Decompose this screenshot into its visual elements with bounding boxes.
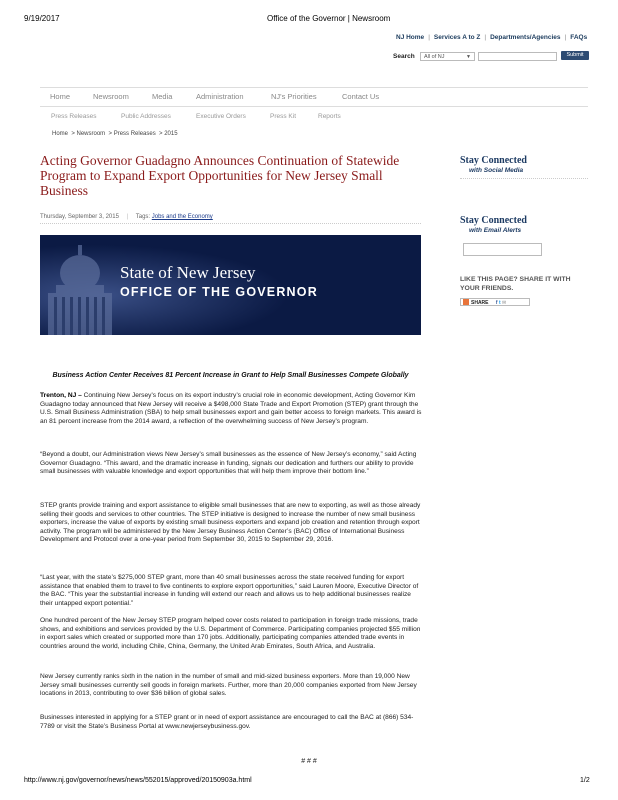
nav-media[interactable]: Media bbox=[152, 92, 173, 101]
subnav-press-releases[interactable]: Press Releases bbox=[51, 113, 97, 120]
share-prompt: LIKE THIS PAGE? SHARE IT WITH YOUR FRIENDS. bbox=[460, 276, 571, 292]
print-date: 9/19/2017 bbox=[24, 14, 60, 23]
top-links: NJ Home | Services A to Z | Departments/Agencies | FAQs bbox=[396, 34, 588, 41]
sidebar-email-sub[interactable]: with Email Alerts bbox=[469, 227, 522, 234]
paragraph-5: One hundred percent of the New Jersey STEP program helped cover costs related to participation in foreign trade missions, trade shows, and exhibitions and services provided by the U.S. Department of Commerce. Participating companies projected $55 million in export sales which created or supported more than 170 jobs. Additionally, participating companies attended trade events in countries around the world, including Chile, China, Germany, the United Arab Emirates, South Africa, and Australia. bbox=[40, 617, 421, 650]
chevron-down-icon: ▼ bbox=[466, 54, 471, 60]
sidebar-social-title: Stay Connected bbox=[460, 155, 527, 166]
email-icon: ✉ bbox=[502, 300, 507, 306]
search-input[interactable] bbox=[478, 52, 557, 61]
email-field[interactable] bbox=[463, 243, 542, 256]
page-title: Acting Governor Guadagno Announces Continuation of Statewide Program to Expand Export Opportunities for New Jersey Small Business bbox=[40, 153, 400, 198]
paragraph-3: STEP grants provide training and export assistance to eligible small businesses that are new to exporting, as well as those already selling their goods and services to other countries. The STEP initiative is designed to increase the number of new small business exporters, increase the value of exports by existing small business exporters and expand job creation and retention through export activity. The program will be administered by the New Jersey Business Action Center’s (BAC) Office of International Business Development and Protocol over a one-year period from September 30, 2015 to September 29, 2016. bbox=[40, 502, 421, 544]
sidebar-divider bbox=[460, 178, 588, 179]
top-link-departments[interactable]: Departments/Agencies bbox=[490, 34, 561, 41]
nav-priorities[interactable]: NJ's Priorities bbox=[271, 92, 317, 101]
article-subhead: Business Action Center Receives 81 Percent Increase in Grant to Help Small Businesses Compete Globally bbox=[52, 372, 409, 379]
search-scope-select[interactable] bbox=[420, 52, 475, 61]
twitter-icon: t bbox=[498, 300, 501, 306]
sidebar-email-title: Stay Connected bbox=[460, 215, 527, 226]
nav-contact[interactable]: Contact Us bbox=[342, 92, 380, 101]
breadcrumb: Home > Newsroom > Press Releases > 2015 bbox=[52, 131, 178, 137]
dateline: Trenton, NJ – bbox=[40, 392, 82, 399]
sidebar-social-sub[interactable]: with Social Media bbox=[469, 167, 524, 174]
facebook-icon: f bbox=[495, 300, 498, 306]
subnav-public-addresses[interactable]: Public Addresses bbox=[121, 113, 171, 120]
search-scope-value: All of NJ bbox=[424, 54, 445, 60]
subnav-reports[interactable]: Reports bbox=[318, 113, 341, 120]
divider bbox=[40, 223, 421, 224]
top-link-nj-home[interactable]: NJ Home bbox=[396, 34, 425, 41]
paragraph-7: Businesses interested in applying for a STEP grant or in need of export assistance are encouraged to call the BAC at (866) 534-7789 or visit the State’s Business Portal at www.newjerseybusiness.gov. bbox=[40, 714, 414, 730]
banner-line-1: State of New Jersey bbox=[120, 263, 256, 282]
nav-home[interactable]: Home bbox=[50, 92, 71, 101]
nav-administration[interactable]: Administration bbox=[196, 92, 244, 101]
tags-label: Tags: bbox=[135, 214, 151, 220]
tag-link[interactable]: Jobs and the Economy bbox=[151, 214, 213, 220]
main-nav bbox=[40, 87, 588, 107]
paragraph-6: New Jersey currently ranks sixth in the nation in the number of small and mid-sized business exporters. More than 19,000 New Jersey small businesses currently sell goods in foreign markets. Further, more than 20,000 companies exported from New Jersey locations in 2013, contributing to over $36 billion of global sales. bbox=[40, 673, 417, 698]
top-link-services[interactable]: Services A to Z bbox=[433, 34, 481, 41]
article-meta: Thursday, September 3, 2015 | Tags: Jobs and the Economy bbox=[40, 214, 213, 220]
search-label: Search bbox=[393, 53, 415, 60]
share-label: SHARE bbox=[471, 300, 489, 306]
share-icon bbox=[463, 299, 469, 305]
article-date: Thursday, September 3, 2015 bbox=[40, 214, 119, 220]
share-button[interactable] bbox=[460, 298, 530, 306]
paragraph-1 bbox=[40, 392, 425, 426]
subnav-executive-orders[interactable]: Executive Orders bbox=[196, 113, 246, 120]
banner-line-2: OFFICE OF THE GOVERNOR bbox=[120, 285, 318, 299]
end-marker: # # # bbox=[301, 758, 317, 765]
search-submit-button[interactable]: Submit bbox=[561, 51, 589, 60]
governor-banner bbox=[40, 235, 421, 335]
paragraph-2: “Beyond a doubt, our Administration views New Jersey’s small businesses as the essence of New Jersey’s economy,” said Acting Governor Guadagno. “This award, and the dramatic increase in funding, signals our dedication and furthers our ability to provide small businesses with valuable knowledge and export opportunities that will help them improve their bottom line.” bbox=[40, 451, 417, 476]
nav-newsroom[interactable]: Newsroom bbox=[93, 92, 129, 101]
subnav-press-kit[interactable]: Press Kit bbox=[270, 113, 297, 120]
paragraph-1-text: Continuing New Jersey’s focus on its export industry’s crucial role in economic development, Acting Governor Kim Guadagno today announced that New Jersey will receive a $498,000 State Trade and Export Promotion (STEP) grant through the U.S. Small Business Administration (SBA) to help small businesses export and gain better access to foreign markets. This award is an 81 percent increase from the 2014 award, a reflection of the overwhelming success of New Jersey’s program. bbox=[40, 392, 422, 425]
print-url: http://www.nj.gov/governor/news/news/552015/approved/20150903a.html bbox=[24, 777, 252, 784]
page-number: 1/2 bbox=[580, 777, 590, 784]
paragraph-4: “Last year, with the state’s $275,000 STEP grant, more than 40 small businesses across the state received funding for export assistance that enabled them to travel to five continents to explore export opportunities,” said Lauren Moore, Executive Director of the BAC. “This year the substantial increase in funding will extend our reach and allows us to help additional businesses realize their untapped export potential.” bbox=[40, 574, 419, 607]
top-link-faqs[interactable]: FAQs bbox=[570, 34, 588, 41]
print-title: Office of the Governor | Newsroom bbox=[267, 14, 391, 23]
